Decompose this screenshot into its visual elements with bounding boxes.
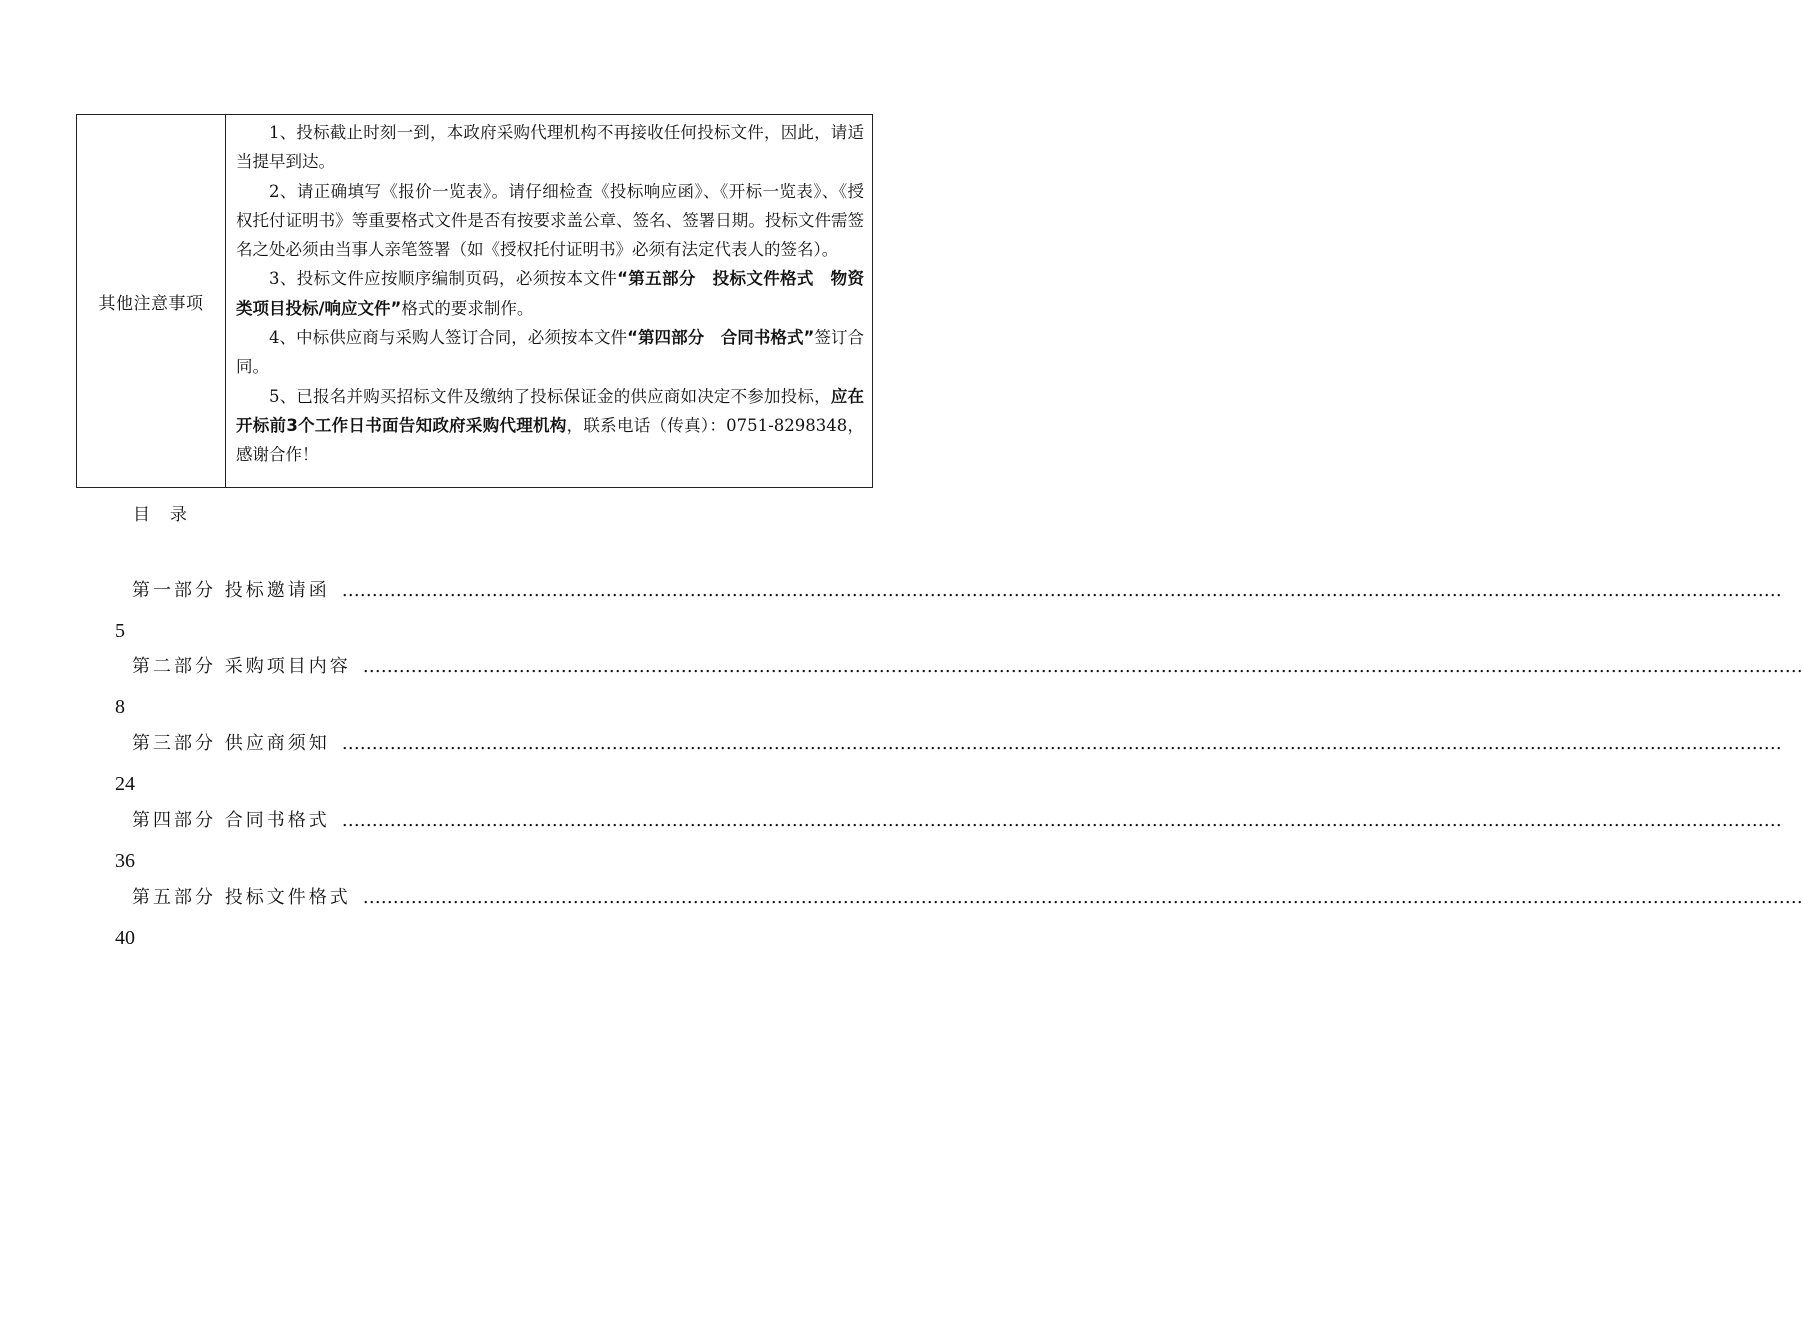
toc-dot-leader: …………………………………………………………………………………………………………………………………………………………………………………………………………………… bbox=[341, 733, 1782, 754]
toc-entry-page: 40 bbox=[115, 927, 135, 949]
notice-content-cell bbox=[226, 115, 872, 487]
notice-item-text: 4、中标供应商与采购人签订合同，必须按本文件 bbox=[269, 328, 628, 348]
toc-entry-line bbox=[115, 729, 1782, 755]
notice-item bbox=[236, 118, 864, 177]
notice-item-text: 1、投标截止时刻一到，本政府采购代理机构不再接收任何投标文件，因此，请适当提早到达。 bbox=[236, 123, 864, 172]
notice-item bbox=[236, 177, 864, 265]
toc-entry-line bbox=[115, 652, 1803, 678]
toc-entry-label: 第五部分 投标文件格式 bbox=[132, 887, 351, 908]
notice-item-text: 2、请正确填写《报价一览表》。请仔细检查《投标响应函》、《开标一览表》、《授权托付证明书》等重要格式文件是否有按要求盖公章、签名、签署日期。投标文件需签名之处必须由当事人亲笔签署（如《授权托付证明书》必须有法定代表人的签名）。 bbox=[236, 181, 864, 260]
toc-entry-label: 第一部分 投标邀请函 bbox=[132, 580, 330, 601]
notice-item-emphasis: “第四部分 合同书格式” bbox=[627, 328, 815, 348]
notice-table bbox=[76, 114, 873, 488]
notice-item-text: 3、投标文件应按顺序编制页码，必须按本文件 bbox=[269, 269, 618, 289]
toc-entry-label: 第四部分 合同书格式 bbox=[132, 810, 330, 831]
toc-dot-leader: …………………………………………………………………………………………………………………………………………………………………………………………………………………… bbox=[341, 580, 1782, 601]
toc-dot-leader: …………………………………………………………………………………………………………………………………………………………………………………………………………………… bbox=[362, 656, 1803, 677]
notice-item-text: 5、已报名并购买招标文件及缴纳了投标保证金的供应商如决定不参加投标， bbox=[269, 386, 831, 406]
toc-entry-page: 5 bbox=[115, 620, 125, 642]
notice-label: 其他注意事项 bbox=[98, 293, 204, 314]
toc-entry[interactable] bbox=[115, 883, 1803, 950]
toc-entry[interactable] bbox=[115, 652, 1803, 719]
toc-entry[interactable] bbox=[115, 806, 1782, 873]
notice-item bbox=[236, 382, 864, 470]
notice-label-cell bbox=[77, 115, 226, 487]
notice-item-text: 格式的要求制作。 bbox=[401, 298, 534, 318]
notice-item-emphasis: 应在开标前3个工作日书面告知政府采购代理机构 bbox=[236, 386, 865, 435]
notice-item bbox=[236, 264, 864, 323]
toc-title: 目录 bbox=[133, 505, 207, 525]
toc-entry-line bbox=[115, 806, 1782, 832]
notice-item-text: 签订合同。 bbox=[236, 328, 865, 377]
notice-item-text: ，联系电话（传真）：0751-8298348，感谢合作！ bbox=[236, 415, 864, 465]
toc-entry-label: 第二部分 采购项目内容 bbox=[132, 656, 351, 677]
notice-item-emphasis: “第五部分 投标文件格式 物资类项目投标/响应文件” bbox=[236, 269, 864, 318]
toc-entry-page: 8 bbox=[115, 696, 125, 718]
toc-entry[interactable] bbox=[115, 576, 1782, 643]
toc-entry-page: 36 bbox=[115, 850, 135, 872]
toc-dot-leader: …………………………………………………………………………………………………………………………………………………………………………………………………………………… bbox=[341, 810, 1782, 831]
toc-entry-line bbox=[115, 883, 1803, 909]
toc-entry-line bbox=[115, 576, 1782, 602]
toc-dot-leader: …………………………………………………………………………………………………………………………………………………………………………………………………………………… bbox=[362, 887, 1803, 908]
toc-entry-page: 24 bbox=[115, 773, 135, 795]
toc-entry-label: 第三部分 供应商须知 bbox=[132, 733, 330, 754]
toc-entry[interactable] bbox=[115, 729, 1782, 796]
notice-item bbox=[236, 323, 864, 382]
